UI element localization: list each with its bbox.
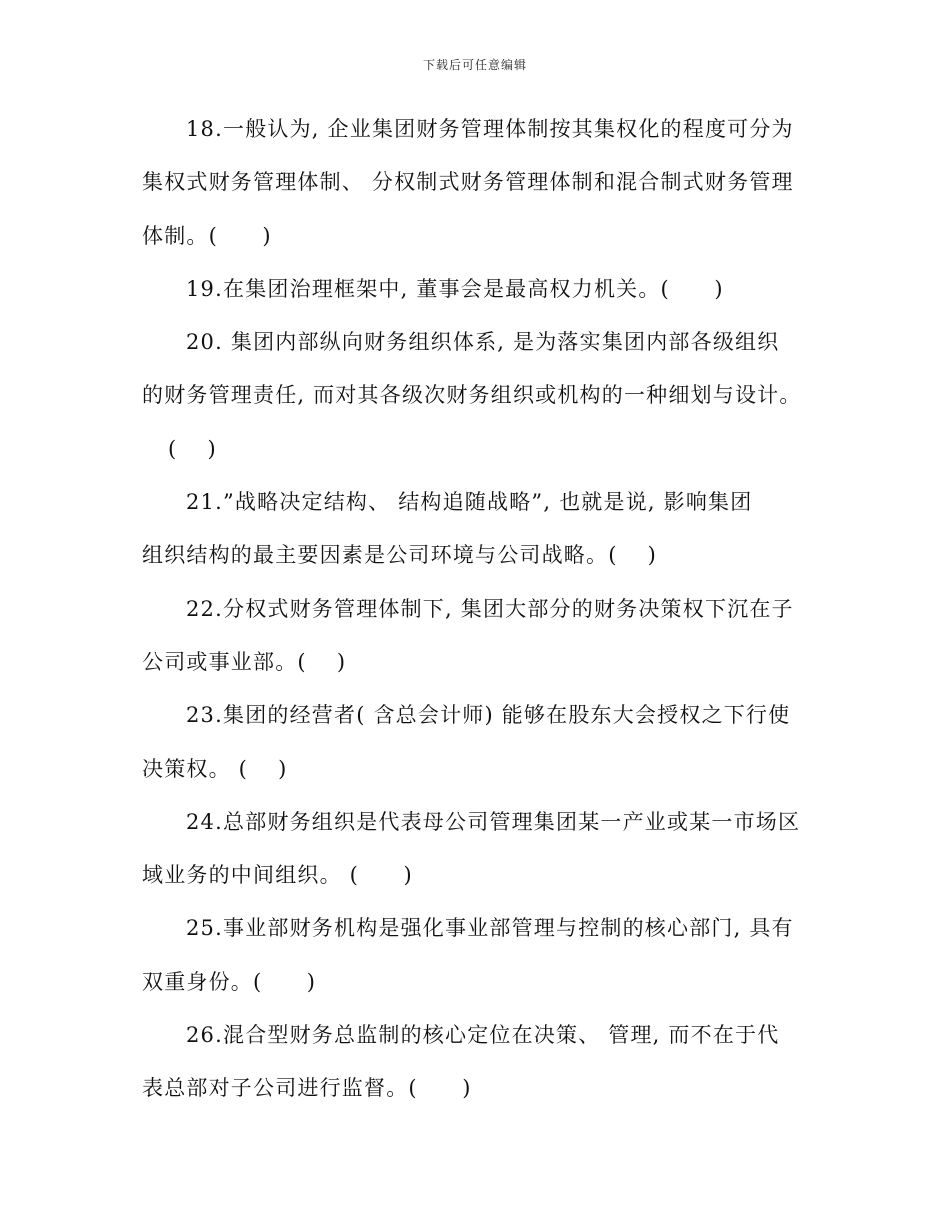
question-20-line-2: 的财务管理责任, 而对其各级次财务组织或机构的一种细划与设计。 bbox=[142, 383, 802, 408]
question-21-line-2: 组织结构的最主要因素是公司环境与公司战略。( ) bbox=[142, 543, 658, 568]
question-23-line-2: 决策权。 ( ) bbox=[142, 756, 288, 781]
question-22-line-1: 22.分权式财务管理体制下, 集团大部分的财务决策权下沉在子 bbox=[186, 596, 794, 621]
page-header: 下载后可任意编辑 bbox=[422, 58, 527, 72]
question-18-line-1: 18.一般认为, 企业集团财务管理体制按其集权化的程度可分为 bbox=[186, 117, 794, 141]
question-25-line-2: 双重身份。( ) bbox=[142, 969, 317, 994]
question-23-line-1: 23.集团的经营者( 含总会计师) 能够在股东大会授权之下行使 bbox=[186, 703, 791, 728]
question-22-line-2: 公司或事业部。( ) bbox=[142, 649, 347, 674]
question-25-line-1: 25.事业部财务机构是强化事业部管理与控制的核心部门, 具有 bbox=[186, 916, 794, 941]
question-19-line-1: 19.在集团治理框架中, 董事会是最高权力机关。( ) bbox=[186, 276, 724, 301]
question-21-line-1: 21.”战略决定结构、 结构追随战略”, 也就是说, 影响集团 bbox=[186, 490, 753, 515]
question-18-line-2: 集权式财务管理体制、 分权制式财务管理体制和混合制式财务管理 bbox=[142, 170, 794, 195]
question-24-line-1: 24.总部财务组织是代表母公司管理集团某一产业或某一市场区 bbox=[186, 809, 801, 834]
question-26-line-1: 26.混合型财务总监制的核心定位在决策、 管理, 而不在于代 bbox=[186, 1023, 780, 1048]
document-body bbox=[142, 103, 818, 1116]
question-20-line-1: 20. 集团内部纵向财务组织体系, 是为落实集团内部各级组织 bbox=[186, 330, 780, 355]
question-24-line-2: 域业务的中间组织。 ( ) bbox=[142, 863, 413, 888]
question-20-line-3: ( ) bbox=[168, 436, 217, 461]
question-26-line-2: 表总部对子公司进行监督。( ) bbox=[142, 1076, 472, 1101]
question-18-line-3: 体制。( ) bbox=[142, 223, 272, 248]
